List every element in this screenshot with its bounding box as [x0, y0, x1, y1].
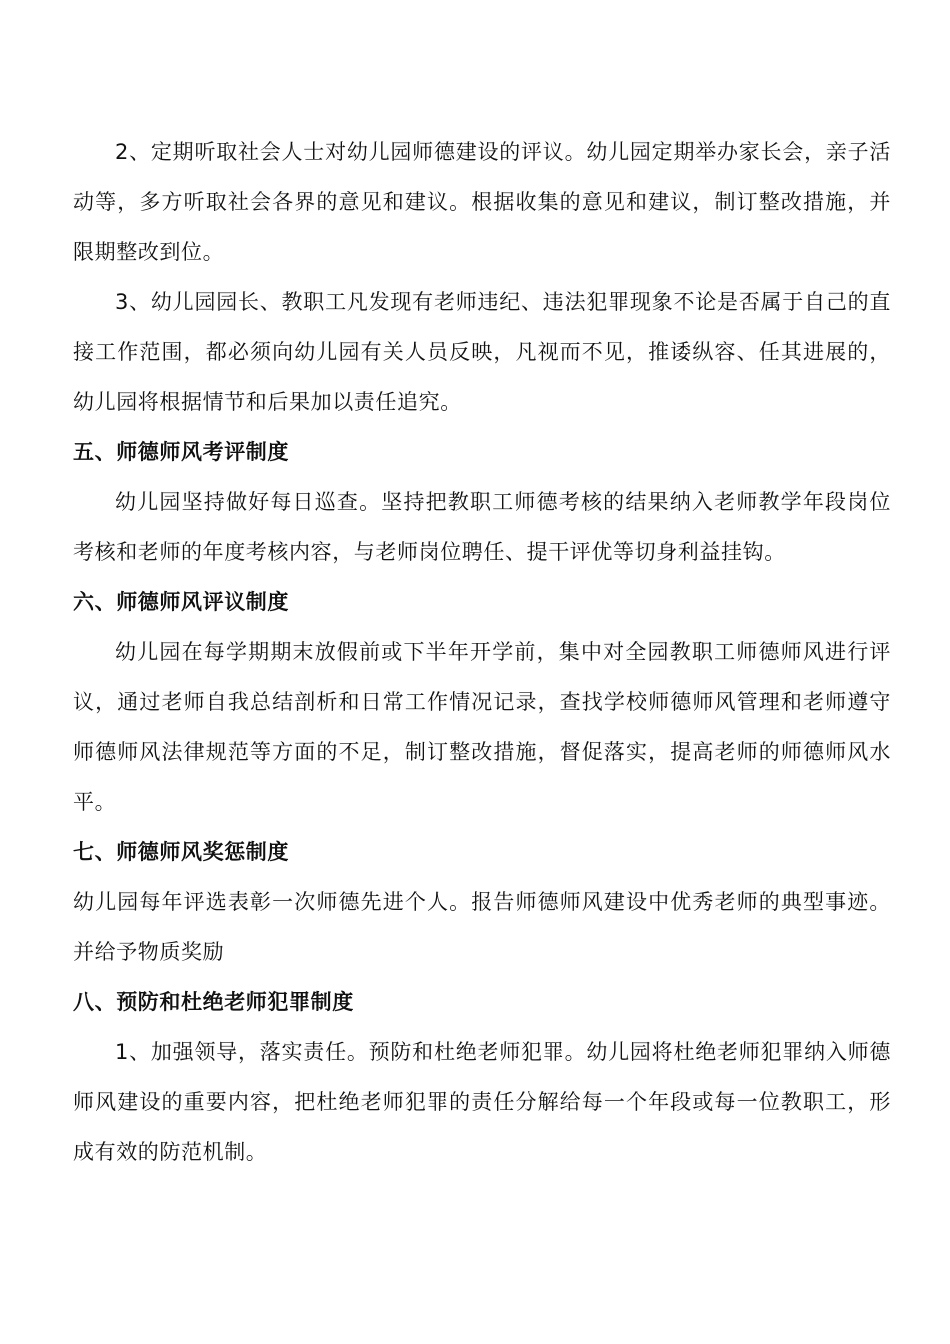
section-heading-7: 七、师德师风奖惩制度	[73, 840, 289, 864]
section-heading-6: 六、师德师风评议制度	[73, 590, 289, 614]
section-heading-8: 八、预防和杜绝老师犯罪制度	[73, 990, 354, 1014]
paragraph-3-reporting-duty: 3、幼儿园园长、教职工凡发现有老师违纪、违法犯罪现象不论是否属于自己的直接工作范围，都必须向幼儿园有关人员反映，凡视而不见，推诿纵容、任其进展的，幼儿园将根据情节和后果加以责任追究。	[73, 290, 891, 414]
document-body	[73, 127, 891, 1177]
paragraph-evaluation: 幼儿园坚持做好每日巡查。坚持把教职工师德考核的结果纳入老师教学年段岗位考核和老师的年度考核内容，与老师岗位聘任、提干评优等切身利益挂钩。	[73, 490, 891, 564]
paragraph-review: 幼儿园在每学期期末放假前或下半年开学前，集中对全园教职工师德师风进行评议，通过老师自我总结剖析和日常工作情况记录，查找学校师德师风管理和老师遵守师德师风法律规范等方面的不足，制订整改措施，督促落实，提高老师的师德师风水平。	[73, 640, 891, 814]
paragraph-prevention: 1、加强领导，落实责任。预防和杜绝老师犯罪。幼儿园将杜绝老师犯罪纳入师德师风建设的重要内容，把杜绝老师犯罪的责任分解给每一个年段或每一位教职工，形成有效的防范机制。	[73, 1040, 891, 1164]
paragraph-rewards: 幼儿园每年评选表彰一次师德先进个人。报告师德师风建设中优秀老师的典型事迹。并给予物质奖励	[73, 890, 891, 964]
paragraph-2-social-review: 2、定期听取社会人士对幼儿园师德建设的评议。幼儿园定期举办家长会，亲子活动等，多方听取社会各界的意见和建议。根据收集的意见和建议，制订整改措施，并限期整改到位。	[73, 140, 891, 264]
section-heading-5: 五、师德师风考评制度	[73, 440, 289, 464]
